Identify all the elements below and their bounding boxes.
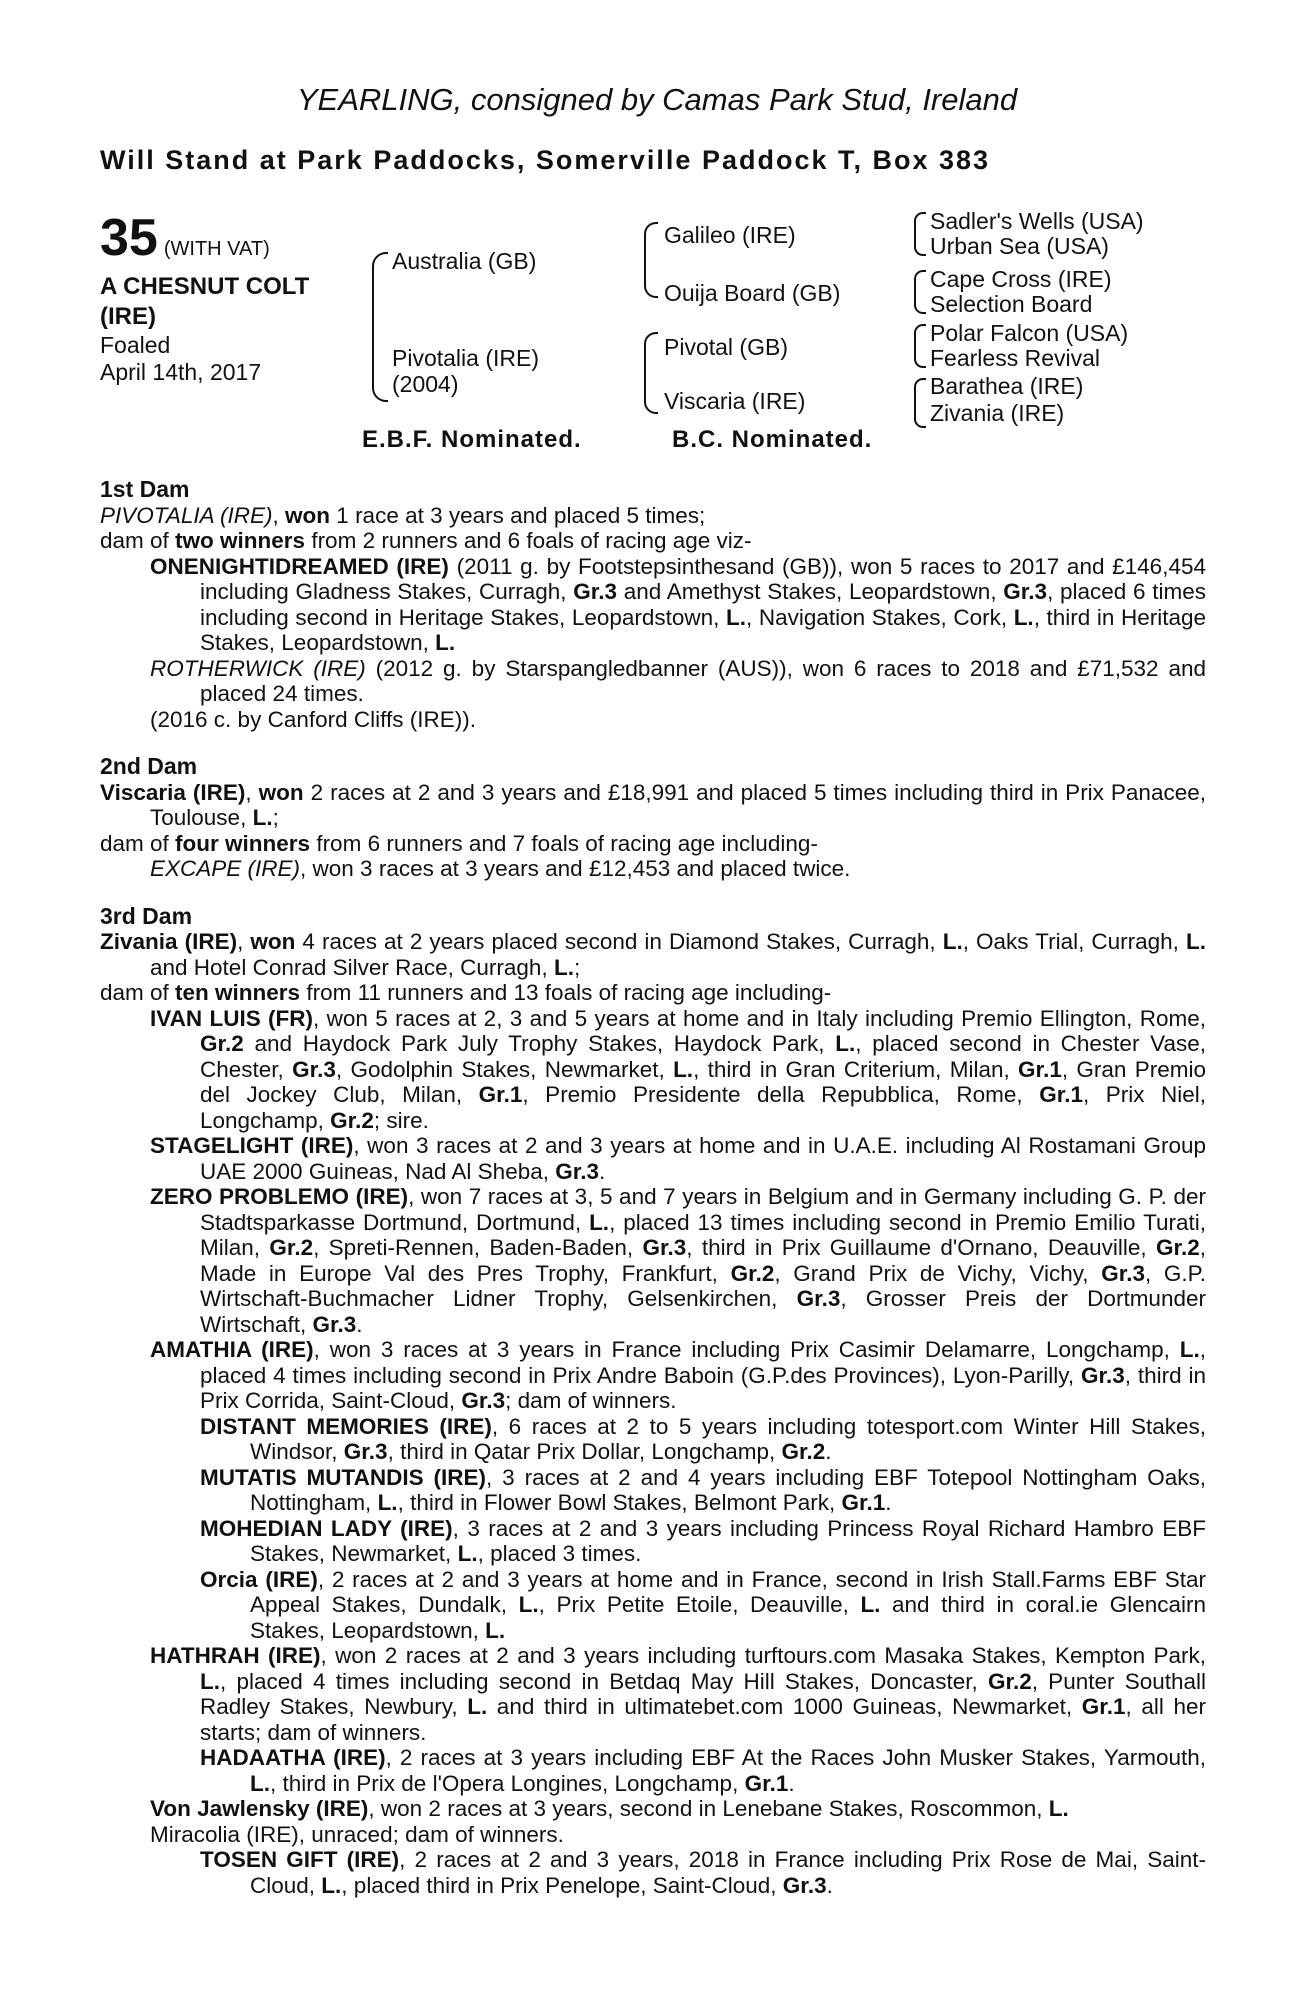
text-run: and Hotel Conrad Silver Race, Curragh,: [150, 954, 554, 980]
progeny-entry: [100, 1006, 1206, 1134]
text-run: , won 5 races at 2, 3 and 5 years at home and in Italy including Premio Ellington, Rome,: [313, 1005, 1206, 1031]
progeny-entry: [100, 554, 1206, 656]
text-run: L.: [726, 604, 747, 630]
dam-sire-name: Pivotal (GB): [664, 334, 788, 360]
second-dam-dam-of: [100, 831, 1206, 857]
text-run: , Punter Southall Radley Stakes, Newbury,: [200, 1668, 1207, 1719]
second-dam-record: [100, 780, 1206, 831]
sire-parents-brace: [644, 222, 658, 298]
text-run: won: [258, 779, 304, 805]
text-run: ;: [272, 805, 279, 830]
sire-dam-brace: [372, 252, 388, 402]
text-run: , 2 races at 3 years including EBF At the Races John Musker Stakes, Yarmouth,: [385, 1745, 1206, 1770]
foaling-date: Foaled April 14th, 2017: [100, 332, 262, 385]
text-run: L.: [321, 1872, 342, 1898]
third-dam-progeny-list: [100, 1006, 1206, 1899]
text-run: L.: [860, 1592, 881, 1617]
text-run: and third in ultimatebet.com 1000 Guineas, Newmarket,: [487, 1694, 1082, 1719]
text-run: L.: [518, 1592, 539, 1617]
text-run: HATHRAH (IRE): [150, 1643, 321, 1668]
text-run: from 6 runners and 7 foals of racing age including-: [310, 830, 818, 856]
text-run: ,: [245, 779, 259, 805]
text-run: Gr.2: [781, 1439, 826, 1464]
progeny-entry: [100, 1847, 1206, 1898]
progeny-entry: [100, 1796, 1206, 1822]
text-run: L.: [435, 630, 456, 655]
text-run: , won 2 races at 2 and 3 years including turftours.com Masaka Stakes, Kempton Park,: [320, 1643, 1207, 1668]
text-run: Gr.3: [555, 1158, 600, 1184]
ebf-nomination: E.B.F. Nominated.: [362, 426, 582, 453]
progeny-entry: [100, 707, 1206, 733]
text-run: , third in Qatar Prix Dollar, Longchamp,: [387, 1439, 782, 1464]
text-run: , 2 races at 2 and 3 years, 2018 in France including Prix Rose de Mai, Saint-Cloud,: [250, 1847, 1206, 1898]
text-run: Gr.3: [782, 1872, 827, 1898]
text-run: won: [285, 502, 331, 528]
text-run: MOHEDIAN LADY (IRE): [200, 1515, 453, 1541]
text-run: (2016 c. by Canford Cliffs (IRE)).: [150, 706, 476, 732]
ggp-name: Polar Falcon (USA): [930, 320, 1129, 346]
text-run: L.: [942, 929, 963, 954]
dam-name: Pivotalia (IRE) (2004): [392, 345, 539, 397]
text-run: , Prix Petite Etoile, Deauville,: [538, 1592, 861, 1617]
progeny-entry: [100, 1822, 1206, 1848]
text-run: , third in Flower Bowl Stakes, Belmont Park,: [397, 1490, 842, 1515]
text-run: , G.P. Wirtschaft-Buchmacher Lidner Trophy, Gelsenkirchen,: [200, 1260, 1206, 1311]
text-run: ; sire.: [373, 1107, 429, 1133]
text-run: MUTATIS MUTANDIS (IRE): [200, 1464, 487, 1490]
text-run: two winners: [175, 528, 306, 553]
text-run: , Godolphin Stakes, Newmarket,: [335, 1056, 674, 1082]
text-run: L.: [1179, 1337, 1200, 1362]
text-run: Gr.3: [796, 1286, 841, 1311]
text-run: ,: [272, 502, 286, 528]
text-run: IVAN LUIS (FR): [150, 1005, 314, 1031]
text-run: ONENIGHTIDREAMED (IRE): [150, 553, 449, 579]
text-run: L.: [589, 1209, 610, 1235]
text-run: , Grosser Preis der Dortmunder Wirtschaft,: [200, 1286, 1206, 1337]
ggp-name: Urban Sea (USA): [930, 233, 1109, 259]
text-run: , third in Heritage Stakes, Leopardstown,: [200, 604, 1206, 655]
text-run: ROTHERWICK (IRE): [150, 655, 366, 681]
text-run: Gr.3: [642, 1235, 687, 1260]
text-run: L.: [1185, 929, 1206, 954]
text-run: ten winners: [175, 980, 301, 1005]
lot-info: [100, 208, 360, 386]
third-dam-dam-of: [100, 980, 1206, 1006]
text-run: , 6 races at 2 to 5 years including totesport.com Winter Hill Stakes, Windsor,: [250, 1413, 1206, 1464]
text-run: L.: [457, 1541, 478, 1566]
text-run: Gr.1: [841, 1490, 886, 1515]
text-run: , Navigation Stakes, Cork,: [746, 604, 1014, 630]
text-run: L.: [485, 1617, 506, 1643]
dam-parents-brace: [644, 332, 658, 414]
ggp-brace-1: [914, 212, 926, 256]
text-run: , placed second in Chester Vase, Chester,: [200, 1031, 1206, 1082]
progeny-entry: [100, 1337, 1206, 1414]
sire-sire-name: Galileo (IRE): [664, 222, 796, 248]
text-run: , Made in Europe Val des Pres Trophy, Frankfurt,: [200, 1235, 1206, 1286]
progeny-entry: [100, 1745, 1206, 1796]
lot-description: A CHESNUT COLT (IRE): [100, 273, 310, 330]
text-run: , 2 races at 2 and 3 years at home and in France, second in Irish Stall.Farms EBF Star Appeal Stakes, Dundalk,: [250, 1566, 1206, 1617]
text-run: , placed 3 times.: [477, 1541, 642, 1566]
text-run: L.: [252, 805, 273, 830]
dam-dam-name: Viscaria (IRE): [664, 388, 806, 414]
ggp-brace-4: [914, 378, 926, 428]
stand-location: Will Stand at Park Paddocks, Somerville Paddock T, Box 383: [100, 145, 991, 175]
text-run: Gr.2: [330, 1107, 374, 1133]
text-run: , Prix Niel, Longchamp,: [200, 1082, 1207, 1133]
progeny-entry: [100, 1643, 1206, 1745]
text-run: Gr.2: [730, 1260, 775, 1286]
text-run: L.: [553, 954, 574, 980]
text-run: Gr.2: [200, 1031, 244, 1056]
text-run: Gr.1: [744, 1770, 789, 1796]
text-run: .: [788, 1770, 795, 1796]
text-run: Gr.3: [1101, 1260, 1145, 1286]
progeny-entry: [100, 856, 1206, 882]
text-run: .: [825, 1439, 832, 1464]
text-run: and Haydock Park July Trophy Stakes, Haydock Park,: [243, 1031, 836, 1056]
first-dam-dam-of: [100, 528, 1206, 554]
text-run: .: [599, 1158, 606, 1184]
text-run: Gr.3: [343, 1439, 388, 1464]
progeny-entry: [100, 1184, 1206, 1337]
first-dam-line: [100, 503, 1206, 529]
text-run: STAGELIGHT (IRE): [150, 1133, 354, 1158]
text-run: ,: [237, 929, 251, 954]
text-run: EXCAPE (IRE): [150, 856, 301, 881]
first-dam-heading: 1st Dam: [100, 476, 190, 502]
text-run: won: [250, 929, 296, 954]
progeny-entry: [100, 1133, 1206, 1184]
text-run: , third in Prix Guillaume d'Ornano, Deauville,: [686, 1235, 1156, 1260]
text-run: , Gran Premio del Jockey Club, Milan,: [200, 1056, 1207, 1107]
ggp-name: Zivania (IRE): [930, 400, 1065, 426]
text-run: L.: [377, 1490, 398, 1515]
text-run: Gr.3: [1080, 1362, 1125, 1388]
text-run: PIVOTALIA (IRE): [100, 502, 273, 528]
bc-nomination: B.C. Nominated.: [672, 426, 873, 453]
text-run: and Amethyst Stakes, Leopardstown,: [617, 579, 1004, 604]
text-run: , won 2 races at 3 years, second in Lenebane Stakes, Roscommon,: [368, 1796, 1049, 1821]
second-dam-heading: 2nd Dam: [100, 753, 198, 779]
sire-name: Australia (GB): [392, 248, 537, 274]
text-run: ;: [573, 954, 581, 980]
text-run: , 3 races at 2 and 3 years including Princess Royal Richard Hambro EBF Stakes, Newmarket,: [250, 1515, 1206, 1566]
text-run: Gr.1: [1081, 1694, 1126, 1719]
text-run: L.: [673, 1056, 694, 1082]
vat-note: (WITH VAT): [163, 238, 270, 260]
ggp-name: Barathea (IRE): [930, 373, 1084, 399]
text-run: .: [356, 1311, 363, 1337]
text-run: , won 7 races at 3, 5 and 7 years in Belgium and in Germany including G. P. der Stadtsparkasse Dortmund, Dortmund,: [200, 1184, 1207, 1235]
text-run: dam of: [100, 528, 176, 553]
text-run: (2012 g. by Starspangledbanner (AUS)), won 6 races to 2018 and £71,532 and placed 24 times.: [200, 655, 1206, 706]
text-run: , placed 6 times including second in Heritage Stakes, Leopardstown,: [200, 579, 1206, 630]
text-run: TOSEN GIFT (IRE): [200, 1847, 400, 1872]
text-run: , placed 13 times including second in Premio Emilio Turati, Milan,: [200, 1209, 1207, 1260]
ggp-brace-2: [914, 270, 926, 314]
third-dam-record: [100, 929, 1206, 980]
text-run: Gr.3: [1003, 579, 1048, 604]
progeny-entry: [100, 656, 1206, 707]
text-run: , third in Prix de l'Opera Longines, Longchamp,: [270, 1770, 745, 1796]
text-run: Gr.3: [292, 1056, 336, 1082]
text-run: Von Jawlensky (IRE): [150, 1796, 369, 1821]
text-run: , Spreti-Rennen, Baden-Baden,: [313, 1235, 643, 1260]
text-run: L.: [1013, 604, 1034, 630]
text-run: 2 races at 2 and 3 years and £18,991 and placed 5 times including third in Prix Panacee, Toulouse,: [150, 779, 1206, 830]
text-run: L.: [250, 1770, 270, 1796]
text-run: from 11 runners and 13 foals of racing age including-: [300, 980, 832, 1005]
text-run: , won 3 races at 3 years and £12,453 and placed twice.: [300, 856, 851, 881]
text-run: , third in Prix Corrida, Saint-Cloud,: [200, 1362, 1206, 1413]
text-run: , placed third in Prix Penelope, Saint-Cloud,: [341, 1872, 783, 1898]
text-run: (2011 g. by Footstepsinthesand (GB)), won 5 races to 2017 and £146,454 including Gladness Stakes, Curragh,: [200, 553, 1206, 604]
text-run: L.: [200, 1668, 220, 1694]
progeny-entry: [100, 1414, 1206, 1465]
text-run: ZERO PROBLEMO (IRE): [150, 1184, 409, 1209]
text-run: from 2 runners and 6 foals of racing age viz-: [305, 528, 752, 553]
text-run: L.: [835, 1031, 856, 1056]
progeny-entry: [100, 1465, 1206, 1516]
text-run: ; dam of winners.: [505, 1388, 677, 1413]
text-run: , won 3 races at 3 years in France including Prix Casimir Delamarre, Longchamp,: [313, 1337, 1180, 1362]
text-run: Gr.1: [1039, 1082, 1083, 1107]
text-run: Miracolia (IRE), unraced; dam of winners.: [150, 1821, 564, 1847]
text-run: HADAATHA (IRE): [200, 1745, 386, 1770]
consignor-heading: YEARLING, consigned by Camas Park Stud, Ireland: [296, 82, 1018, 117]
text-run: , won 3 races at 2 and 3 years at home and in U.A.E. including Al Rostamani Group UAE 2000 Guineas, Nad Al Sheba,: [200, 1133, 1206, 1184]
text-run: , Oaks Trial, Curragh,: [962, 929, 1186, 954]
text-run: .: [826, 1872, 833, 1898]
text-run: 4 races at 2 years placed second in Diamond Stakes, Curragh,: [295, 929, 943, 954]
ggp-brace-3: [914, 324, 926, 368]
progeny-entry: [100, 1567, 1206, 1644]
text-run: , 3 races at 2 and 4 years including EBF Totepool Nottingham Oaks, Nottingham,: [250, 1464, 1206, 1515]
third-dam-heading: 3rd Dam: [100, 902, 193, 929]
lot-number: 35: [100, 209, 158, 267]
text-run: Gr.3: [312, 1311, 357, 1337]
text-run: , Grand Prix de Vichy, Vichy,: [774, 1260, 1102, 1286]
text-run: Viscaria (IRE): [100, 779, 246, 805]
sire-dam-name: Ouija Board (GB): [664, 280, 841, 306]
text-run: , all her starts; dam of winners.: [200, 1694, 1206, 1745]
text-run: , placed 4 times including second in Prix Andre Baboin (G.P.des Provinces), Lyon-Parilly,: [200, 1337, 1206, 1388]
progeny-entry: [100, 1516, 1206, 1567]
text-run: 1 race at 3 years and placed 5 times;: [330, 502, 706, 528]
text-run: .: [885, 1490, 892, 1515]
text-run: Gr.1: [478, 1082, 523, 1107]
text-run: , third in Gran Criterium, Milan,: [693, 1056, 1019, 1082]
text-run: dam of: [100, 830, 176, 856]
text-run: Gr.2: [269, 1235, 314, 1260]
text-run: Gr.3: [573, 579, 618, 604]
family-notes: [100, 477, 1206, 1898]
text-run: Gr.2: [1155, 1235, 1200, 1260]
ggp-name: Fearless Revival: [930, 345, 1100, 371]
text-run: , placed 4 times including second in Betdaq May Hill Stakes, Doncaster,: [220, 1668, 988, 1694]
text-run: L.: [467, 1694, 488, 1719]
text-run: Zivania (IRE): [100, 929, 238, 954]
ggp-name: Sadler's Wells (USA): [930, 208, 1144, 234]
text-run: Gr.3: [461, 1388, 506, 1413]
text-run: Gr.2: [987, 1668, 1032, 1694]
text-run: Gr.1: [1018, 1056, 1062, 1082]
text-run: dam of: [100, 980, 176, 1005]
text-run: Orcia (IRE): [200, 1566, 318, 1592]
ggp-name: Cape Cross (IRE): [930, 266, 1112, 292]
text-run: four winners: [175, 830, 311, 856]
ggp-name: Selection Board: [930, 291, 1093, 317]
text-run: and third in coral.ie Glencairn Stakes, Leopardstown,: [250, 1592, 1206, 1643]
text-run: AMATHIA (IRE): [150, 1337, 314, 1362]
text-run: L.: [1048, 1796, 1069, 1821]
text-run: DISTANT MEMORIES (IRE): [200, 1413, 492, 1439]
text-run: , Premio Presidente della Repubblica, Rome,: [522, 1082, 1040, 1107]
